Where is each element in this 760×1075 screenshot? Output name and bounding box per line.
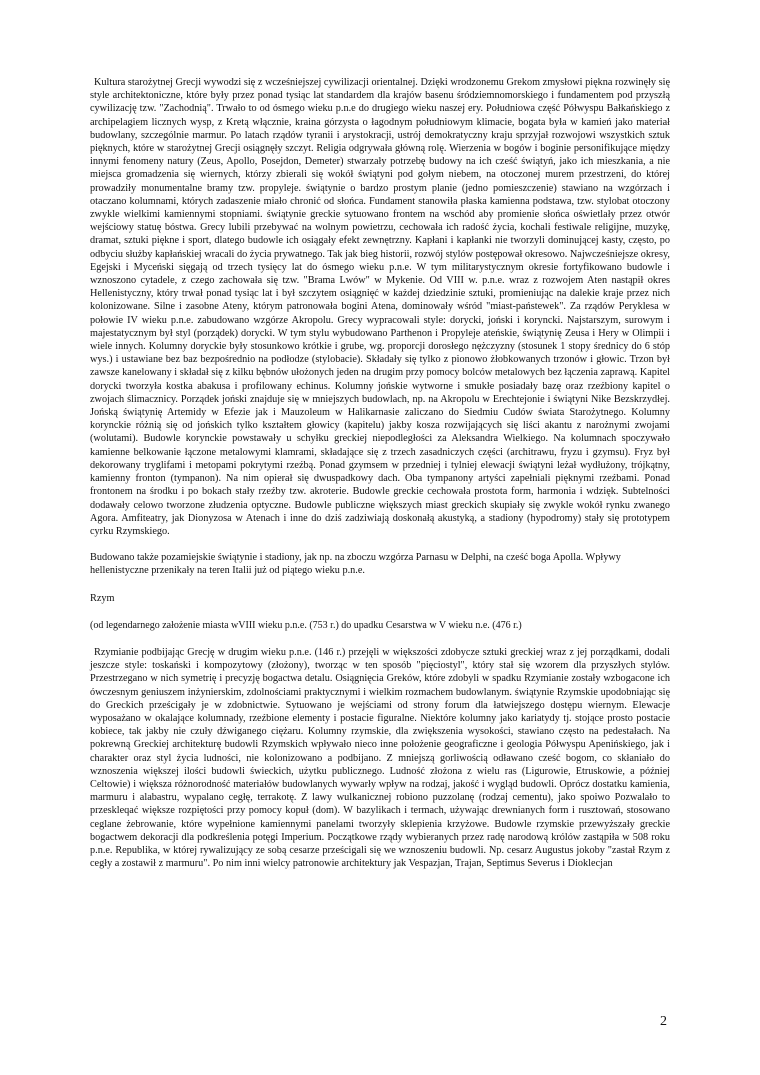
paragraph-hellenistic-influence: Budowano także pozamiejskie świątynie i stadiony, jak np. na zboczu wzgórza Parnasu w Delphi, na cześć boga Apolla. Wpływy hellenistyczne przenikały na teren Italii już od piątego wieku p.n.e.: [90, 552, 621, 577]
page-number: 2: [660, 1014, 667, 1029]
section-subtitle-rome-dates: (od legendarnego założenie miasta wVIII wieku p.n.e. (753 r.) do upadku Cesarstwa w V wieku n.e. (476 r.): [90, 619, 522, 631]
document-body: [90, 76, 670, 870]
section-heading-rome: Rzym: [90, 592, 115, 604]
paragraph-greek-architecture: Kultura starożytnej Grecji wywodzi się z wcześniejszej cywilizacji orientalnej. Dzięki wrodzonemu Grekom zmysłowi piękna rozwinęły się style architektoniczne, które były przez ponad tysiąc lat standardem dla krajów basenu śródziemnomorskiego i fundamentem pod przyszłą cywilizację tzw. "Zachodnią". Trwało to od ósmego wieku p.n.e do drugiego wieku naszej ery. Południowa część Półwyspu Bałkańskiego z archipelagiem licznych wysp, z Kretą włącznie, kraina górzysta o łagodnym południowym klimacie, bogata była w kamień jako materiał budowlany, szczególnie marmur. Po latach rządów tyranii i arystokracji, ustrój demokratyczny kraju sprzyjał rozwojowi wszystkich sztuk pięknych, które w starożytnej Grecji osiągnęły szczyt. Religia odgrywała główną rolę. Wierzenia w bogów i boginie personifikujące między innymi fenomeny natury (Zeus, Apollo, Posejdon, Demeter) stwarzały potrzebę budowy na ich cześć świątyń, jako ich mieszkania, a nie miejsca gromadzenia się wiernych, którzy zbierali się wokół świątyni pod gołym niebem, na otoczonej murem przestrzeni, do której prowadziły monumentalne bramy tzw. propyleje. świątynie o bardzo prostym planie (jedno pomieszczenie) stawiano na wzgórzach i otaczano kolumnami, których zadaszenie miało chronić od słońca. Fundament stanowiła płaska kamienna podstawa, tzw. stylobat otoczony zwykle wielkimi kamiennymi stopniami. świątynie greckie sytuowano frontem na wschód aby promienie słońca oświetlały przez otwór wejściowy statuę bóstwa. Grecy lubili przebywać na wolnym powietrzu, cechowała ich radość życia, kochali festiwale religijne, muzykę, dramat, sztuki piękne i sport, dlatego budowle ich osiągały efekt zewnętrzny. Kapłani i kapłanki nie tworzyli dominującej kasty, często, po odbyciu służby kapłańskiej wracali do życia prywatnego. Tak jak bieg historii, rozwój stylów postępował okresowo. Najwcześniejsze okresy, Egejski i Myceński sięgają od trzech tysięcy lat do ósmego wieku p.n.e. W tym militarystycznym okresie fortyfikowano budowle i wznoszono cytadele, z czego zachowała się tzw. "Brama Lwów" w Mykenie. Od VIII w. p.n.e. wraz z rozwojem Aten nastąpił okres Hellenistyczny, który trwał ponad tysiąc lat i był szczytem osiągnięć w każdej dziedzinie sztuki, promieniując na dalekie kraje przez nich kolonizowane. Silne i zasobne Ateny, którym patronowała bogini Atena, dominowały wśród "miast-państewek". Za rządów Peryklesa w połowie IV wieku p.n.e. zabudowano wzgórze Akropolu. Grecy wypracowali style: dorycki, joński i koryncki. Najstarszym, surowym i majestatycznym był styl (porządek) dorycki. W tym stylu wybudowano Parthenon i Propyleje ateńskie, świątynię Zeusa i Hery w Olimpii i wiele innych. Kolumny doryckie były stosunkowo krótkie i grube, wg. proporcji dorosłego nężczyzny (stosunek 1 stopy średnicy do 6 stóp wys.) i ustawiane bez baz bezpośrednio na podłodze (stylobacie). Składały się tylko z pionowo żłobkowanych trzonów i głowic. Trzon był zawsze kanelowany i składał się z kilku bębnów ułożonych jeden na drugim przy pomocy bolców metalowych bez łączenia zaprawą. Kapitel dorycki tworzyła kostka abakusa i profilowany echinus. Kolumny jońskie wytworne i smukłe posiadały bazę oraz rzeźbiony kapitel o zwojach ślimacznicy. Porządek joński znajduje się w mniejszych budowlach, np. na Akropolu w Erechtejonie i świątyni Nike Bezskrzydłej. Jońską świątynię Artemidy w Efezie jak i Mauzoleum w Halikarnasie zaliczano do Siedmiu Cudów świata Starożytnego. Kolumny korynckie różnią się od jońskich tylko kształtem głowicy (kapitelu) jakby kosza rozwijających się liści akantu z narożnymi zwojami (wolutami). Budowle korynckie powstawały u schyłku greckiej niepodległości za Aleksandra Wielkiego. Na kolumnach spoczywało kamienne belkowanie łączone metalowymi klamrami, składające się z trzech zasadniczych części (architrawu, fryzu i gzymsu). Fryz był dekorowany tryglifami i metopami pokrytymi rzeźbą. Ponad gzymsem w przedniej i tylniej elewacji świątyni leżał wydłużony, trójkątny, kamienny fronton (tympanon). Na nim opierał się dwuspadkowy dach. Oba tympanony artyści zapełniali pięknymi rzeźbami. Ponad frontonem na środku i po bokach stały rzeźby tzw. akroterie. Budowle greckie cechowała prostota form, harmonia i wdzięk. Subtelności dodawały celowo tworzone złudzenia optyczne. Budowle publiczne większych miast greckich skupiały się zwykle wokół rynku zwanego Agora. Amfiteatry, jak Dionyzosa w Atenach i inne do dziś zadziwiają doskonałą akustyką, a stadiony (hypodromy) stały się prototypem cyrku Rzymskiego.: [90, 77, 670, 537]
paragraph-roman-architecture: Rzymianie podbijając Grecję w drugim wieku p.n.e. (146 r.) przejęli w większości zdobycze sztuki greckiej wraz z jej porządkami, dodali jeszcze style: toskański i kompozytowy (złożony), tworząc w ten sposób "pięciostyl", który stał się wzorem dla przyszłych stylów. Przestrzegano w nich symetrię i precyzję bogactwa detalu. Osiągnięcia Greków, które zdobyli w spadku Rzymianie zostały wzbogacone ich ówczesnym geniuszem inżynierskim, zdolnościami praktycznymi i wielkim rozmachem budowlanym. świątynie Rzymskie upodobniając się do Greckich prześcigały je w zdobnictwie. Sytuowano je wejściami od strony forum dla łatwiejszego dostępu wiernym. Elewacje wyposażano w okalające kolumnady, rzeźbione elementy i postacie figuralne. Niektóre kolumny jako kariatydy tj. stojące prosto postacie kobiece, tak jakby nie czuły dźwiganego ciężaru. Kolumny rzymskie, dla zwiększenia wysokości, stawiano często na pedestałach. Na pokrewną Greckiej architekturę budowli Rzymskich wpływało nieco inne położenie geograficzne i geologia Półwyspu Apenińskiego, jak i charakter oraz styl życia ludności, nie kolonizowano a podbijano. Z mniejszą gorliwością odławano cześć bogom, co skłaniało do wznoszenia większej ilości budowli świeckich, użytku publicznego. Ludność złożona z wielu ras (Ligurowie, Etruskowie, a później Celtowie) i większa różnorodność materiałów budowlanych wywarły wpływ na rodzaj, jakość i wygląd budowli. Oprócz dostatku kamienia, marmuru i alabastru, wypalano cegłę, terrakotę. Z lawy wulkanicznej robiono puzzolanę (rodzaj cementu), jako spoiwo Pozwalało to przeskleqać większe rozpiętości przy pomocy kopuł (dom). W bazylikach i termach, używając drewnianych form i rusztowań, stosowano ceglane żebrowanie, które wypełnione kamiennymi panelami tworzyły sklepienia krzyżowe. Budowle rzymskie przewyższały greckie bogactwem dekoracji dla podkreślenia potęgi Imperium. Początkowe rządy wybieranych przez radę narodową królów zastąpiła w 508 roku p.n.e. Republika, w której rywalizujący ze sobą cesarze prześcigali się we wznoszeniu budowli. Np. cesarz Augustus jokoby "zastał Rzym z cegły a zostawił z marmuru". Po nim inni wielcy patronowie architektury jak Vespazjan, Trajan, Septimus Severus i Dioklecjan: [90, 646, 670, 870]
